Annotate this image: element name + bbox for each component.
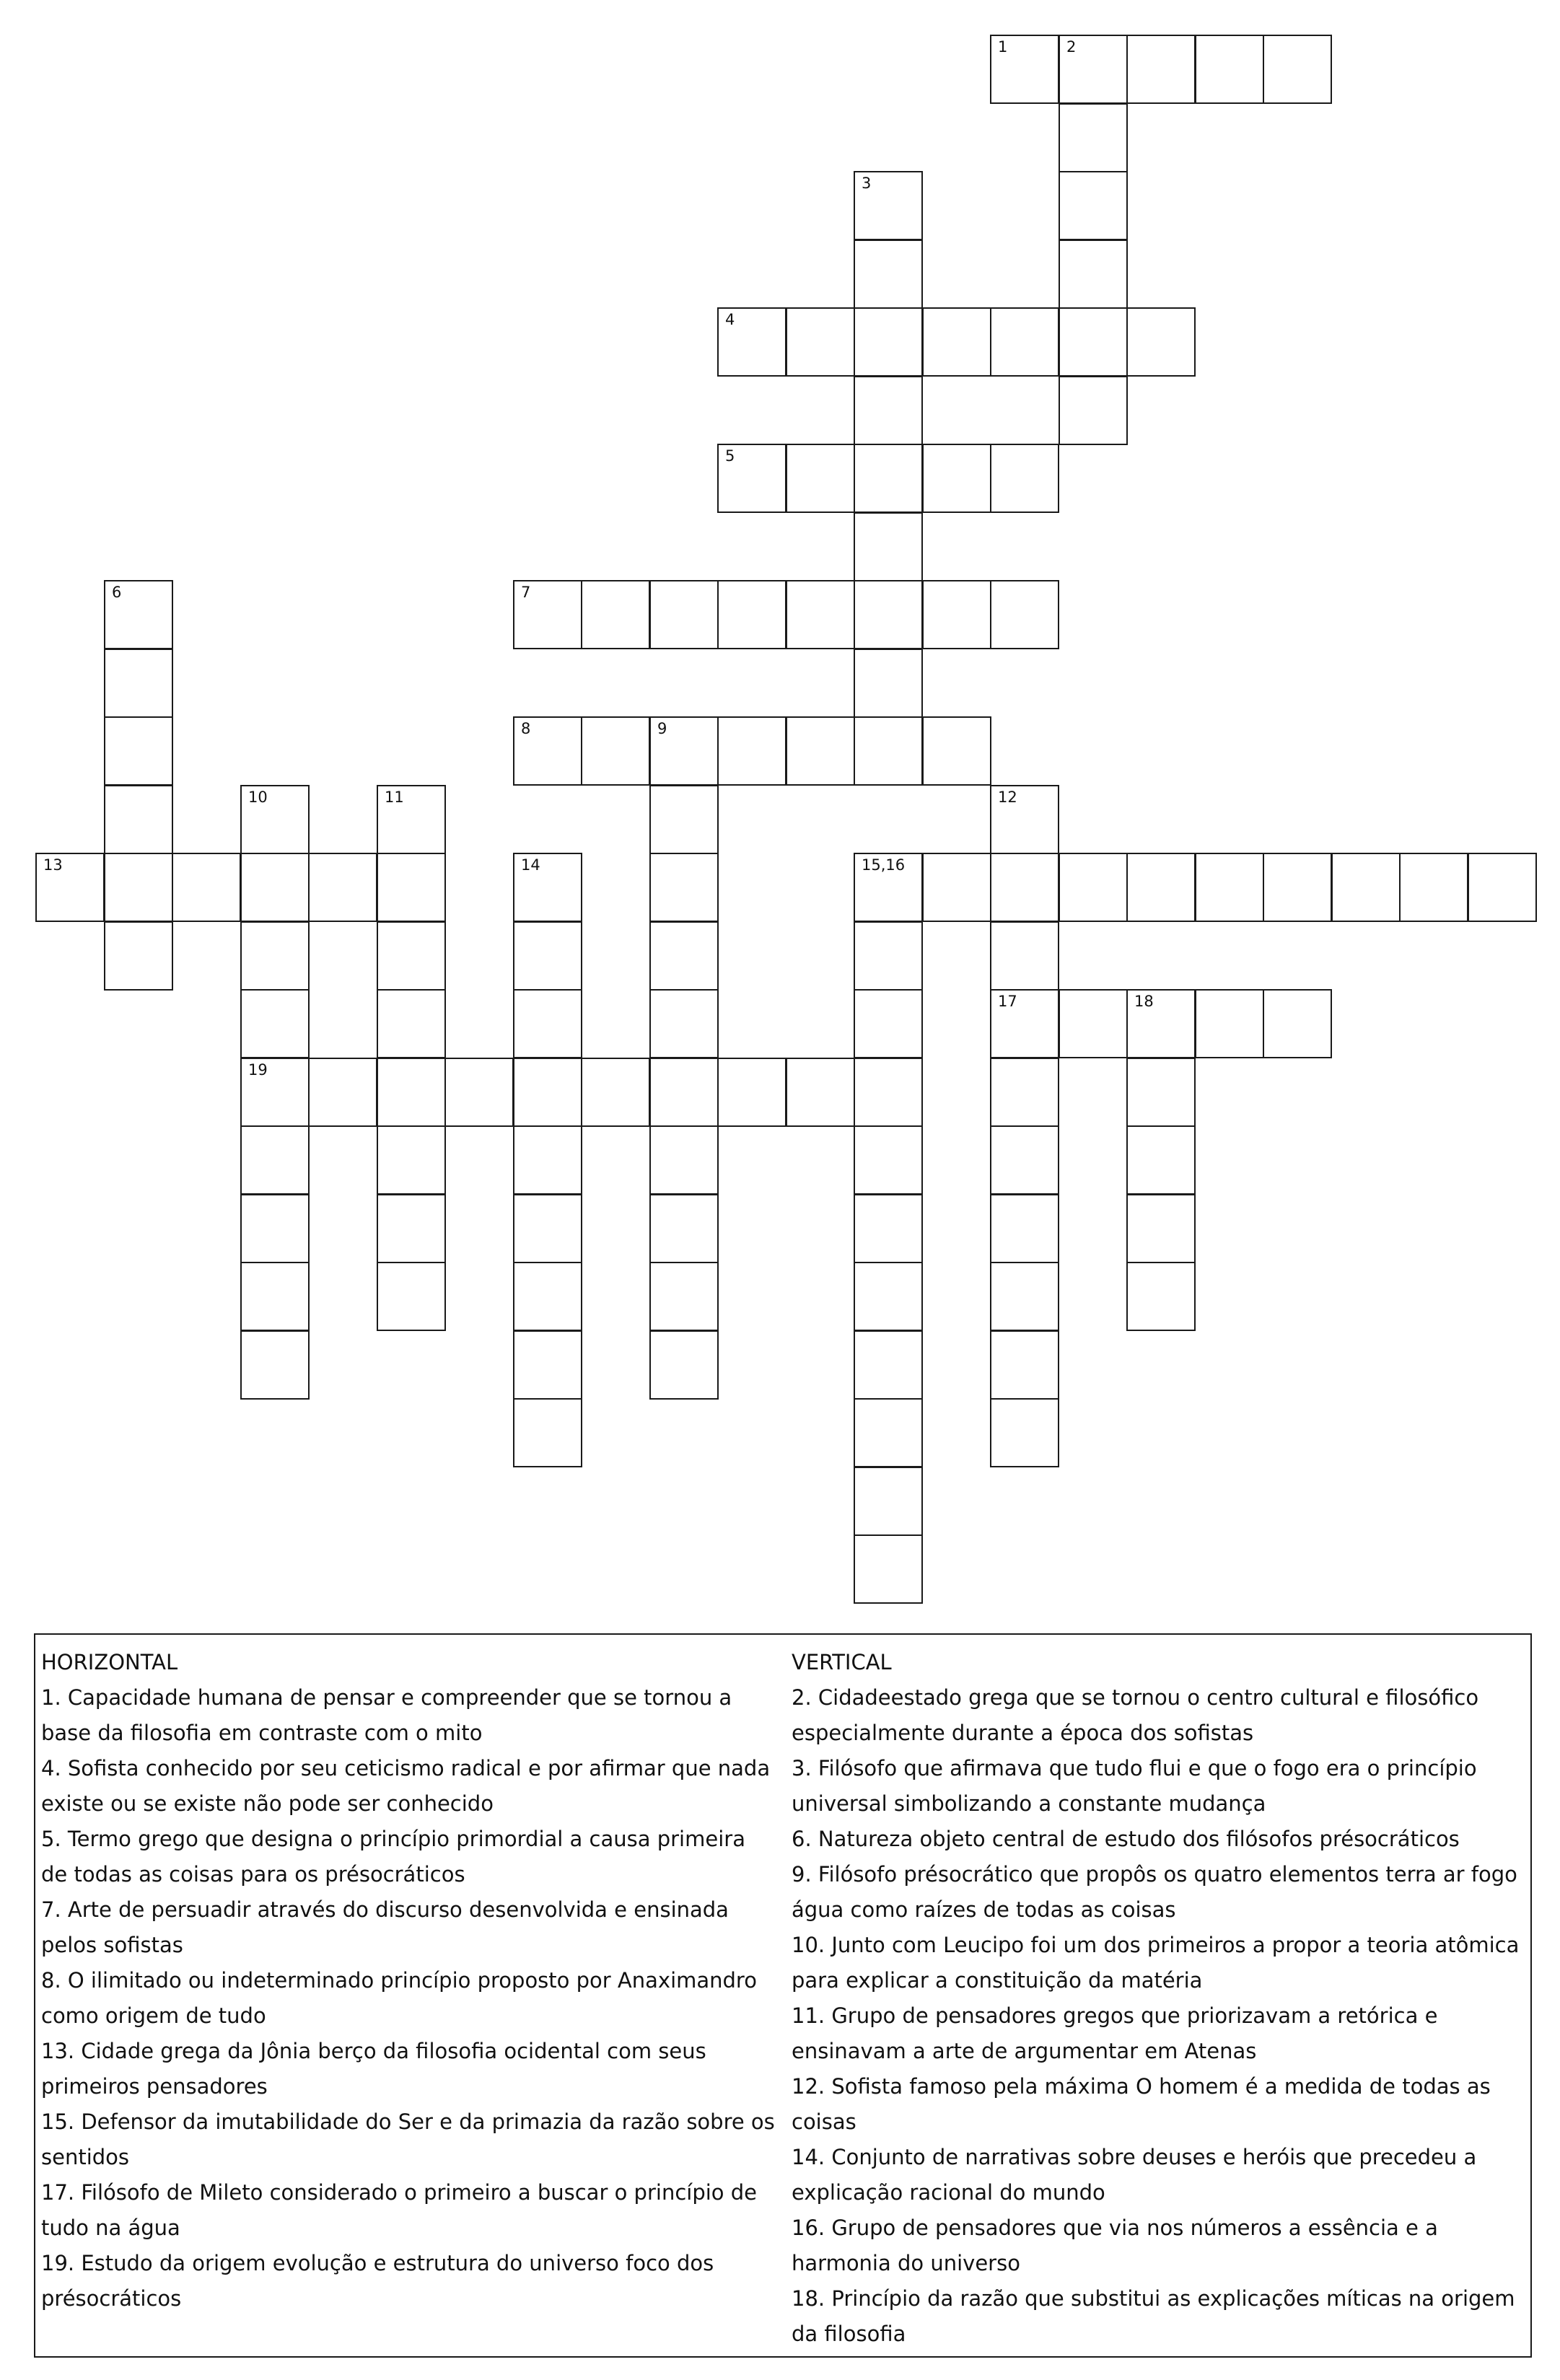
crossword-cell[interactable] bbox=[1126, 1058, 1196, 1127]
crossword-cell[interactable] bbox=[1263, 989, 1332, 1058]
crossword-cell[interactable] bbox=[377, 785, 446, 854]
crossword-cell[interactable] bbox=[240, 989, 310, 1058]
crossword-cell[interactable] bbox=[35, 853, 105, 922]
crossword-cell[interactable] bbox=[513, 1058, 582, 1127]
crossword-cell[interactable] bbox=[172, 853, 241, 922]
horizontal-clues bbox=[41, 1645, 777, 2317]
clue-number: 3 bbox=[862, 175, 872, 192]
crossword-cell[interactable] bbox=[1059, 240, 1128, 309]
vertical-clues bbox=[792, 1645, 1528, 2352]
crossword-cell[interactable] bbox=[854, 1467, 923, 1536]
crossword-cell[interactable] bbox=[513, 716, 582, 786]
clues-box bbox=[34, 1633, 1532, 2358]
crossword-cell[interactable] bbox=[990, 35, 1059, 104]
clue-horizontal-4: 4. Sofista conhecido por seu ceticismo radical e por afirmar que nada existe ou se existe não pode ser conhecido bbox=[41, 1756, 771, 1816]
crossword-cell[interactable] bbox=[854, 921, 923, 991]
crossword-cell[interactable] bbox=[1059, 103, 1128, 172]
crossword-cell[interactable] bbox=[717, 580, 786, 649]
clue-number: 1 bbox=[998, 38, 1008, 56]
crossword-cell[interactable] bbox=[1059, 171, 1128, 240]
crossword-cell[interactable] bbox=[104, 921, 173, 991]
crossword-cell[interactable] bbox=[649, 921, 719, 991]
crossword-cell[interactable] bbox=[649, 785, 719, 854]
crossword-cell[interactable] bbox=[717, 716, 786, 786]
crossword-cell[interactable] bbox=[990, 1398, 1059, 1467]
crossword-cell[interactable] bbox=[854, 512, 923, 581]
crossword-cell[interactable] bbox=[377, 1125, 446, 1195]
crossword-cell[interactable] bbox=[854, 240, 923, 309]
clue-vertical-2: 2. Cidadeestado grega que se tornou o centro cultural e filosófico especialmente durante a época dos sofistas bbox=[792, 1685, 1479, 1745]
clue-number: 19 bbox=[248, 1061, 268, 1079]
crossword-cell[interactable] bbox=[990, 444, 1059, 513]
crossword-cell[interactable] bbox=[308, 853, 377, 922]
crossword-cell[interactable] bbox=[990, 989, 1059, 1058]
crossword-cell[interactable] bbox=[649, 580, 719, 649]
crossword-cell[interactable] bbox=[513, 1398, 582, 1467]
clue-number: 13 bbox=[43, 856, 63, 874]
crossword-cell[interactable] bbox=[990, 785, 1059, 854]
clue-horizontal-1: 1. Capacidade humana de pensar e compreender que se tornou a base da filosofia em contraste com o mito bbox=[41, 1685, 732, 1745]
clue-vertical-6: 6. Natureza objeto central de estudo dos filósofos présocráticos bbox=[792, 1827, 1460, 1851]
crossword-cell[interactable] bbox=[377, 921, 446, 991]
crossword-cell[interactable] bbox=[854, 716, 923, 786]
crossword-cell[interactable] bbox=[513, 1262, 582, 1331]
crossword-cell[interactable] bbox=[308, 1058, 377, 1127]
crossword-cell[interactable] bbox=[240, 785, 310, 854]
crossword-cell[interactable] bbox=[377, 1058, 446, 1127]
crossword-cell[interactable] bbox=[854, 1262, 923, 1331]
crossword-cell[interactable] bbox=[377, 1194, 446, 1263]
crossword-cell[interactable] bbox=[649, 1330, 719, 1400]
crossword-cell[interactable] bbox=[990, 1058, 1059, 1127]
clue-horizontal-17: 17. Filósofo de Mileto considerado o primeiro a buscar o princípio de tudo na água bbox=[41, 2180, 758, 2240]
vertical-title: VERTICAL bbox=[792, 1650, 892, 1674]
crossword-cell[interactable] bbox=[990, 580, 1059, 649]
crossword-cell[interactable] bbox=[1126, 307, 1196, 377]
crossword-cell[interactable] bbox=[717, 1058, 786, 1127]
crossword-cell[interactable] bbox=[1059, 989, 1128, 1058]
crossword-cell[interactable] bbox=[1195, 989, 1264, 1058]
crossword-cell[interactable] bbox=[513, 1194, 582, 1263]
crossword-cell[interactable] bbox=[1399, 853, 1468, 922]
clue-vertical-10: 10. Junto com Leucipo foi um dos primeiros a propor a teoria atômica para explicar a constituição da matéria bbox=[792, 1933, 1520, 1993]
crossword-cell[interactable] bbox=[240, 1330, 310, 1400]
crossword-cell[interactable] bbox=[513, 580, 582, 649]
crossword-cell[interactable] bbox=[854, 376, 923, 445]
crossword-cell[interactable] bbox=[854, 853, 923, 922]
crossword-cell[interactable] bbox=[1126, 35, 1196, 104]
crossword-cell[interactable] bbox=[990, 1125, 1059, 1195]
crossword-cell[interactable] bbox=[377, 1262, 446, 1331]
crossword-cell[interactable] bbox=[240, 1125, 310, 1195]
crossword-cell[interactable] bbox=[786, 716, 855, 786]
crossword-cell[interactable] bbox=[786, 307, 855, 377]
crossword-cell[interactable] bbox=[240, 1262, 310, 1331]
clue-horizontal-13: 13. Cidade grega da Jônia berço da filosofia ocidental com seus primeiros pensadores bbox=[41, 2039, 706, 2099]
clue-vertical-9: 9. Filósofo présocrático que propôs os quatro elementos terra ar fogo água como raízes de todas as coisas bbox=[792, 1862, 1517, 1922]
crossword-cell[interactable] bbox=[104, 853, 173, 922]
crossword-cell[interactable] bbox=[854, 1330, 923, 1400]
clue-horizontal-15: 15. Defensor da imutabilidade do Ser e da primazia da razão sobre os sentidos bbox=[41, 2109, 775, 2169]
crossword-cell[interactable] bbox=[786, 580, 855, 649]
clue-number: 8 bbox=[521, 720, 531, 737]
crossword-cell[interactable] bbox=[240, 921, 310, 991]
crossword-cell[interactable] bbox=[922, 307, 991, 377]
clue-vertical-12: 12. Sofista famoso pela máxima O homem é a medida de todas as coisas bbox=[792, 2074, 1491, 2134]
clue-horizontal-5: 5. Termo grego que designa o princípio primordial a causa primeira de todas as coisas para os présocráticos bbox=[41, 1827, 745, 1887]
crossword-cell[interactable] bbox=[444, 1058, 514, 1127]
crossword-cell[interactable] bbox=[581, 1058, 650, 1127]
crossword-cell[interactable] bbox=[649, 1262, 719, 1331]
crossword-cell[interactable] bbox=[922, 444, 991, 513]
crossword-cell[interactable] bbox=[1126, 989, 1196, 1058]
crossword-cell[interactable] bbox=[104, 716, 173, 786]
crossword-cell[interactable] bbox=[1263, 853, 1332, 922]
clue-number: 4 bbox=[725, 311, 735, 328]
crossword-cell[interactable] bbox=[990, 307, 1059, 377]
crossword-cell[interactable] bbox=[854, 1534, 923, 1604]
crossword-cell[interactable] bbox=[1468, 853, 1537, 922]
crossword-cell[interactable] bbox=[649, 716, 719, 786]
crossword-cell[interactable] bbox=[1331, 853, 1401, 922]
clue-number: 17 bbox=[998, 993, 1017, 1010]
crossword-cell[interactable] bbox=[240, 853, 310, 922]
crossword-cell[interactable] bbox=[990, 1330, 1059, 1400]
crossword-cell[interactable] bbox=[854, 580, 923, 649]
crossword-cell[interactable] bbox=[854, 171, 923, 240]
crossword-cell[interactable] bbox=[513, 853, 582, 922]
crossword-cell[interactable] bbox=[377, 853, 446, 922]
crossword-cell[interactable] bbox=[513, 921, 582, 991]
crossword-cell[interactable] bbox=[1126, 1125, 1196, 1195]
crossword-cell[interactable] bbox=[922, 716, 991, 786]
clue-number: 6 bbox=[112, 584, 122, 601]
crossword-cell[interactable] bbox=[1263, 35, 1332, 104]
crossword-cell[interactable] bbox=[922, 580, 991, 649]
crossword-cell[interactable] bbox=[990, 921, 1059, 991]
crossword-cell[interactable] bbox=[786, 444, 855, 513]
crossword-cell[interactable] bbox=[1126, 1262, 1196, 1331]
crossword-cell[interactable] bbox=[104, 649, 173, 718]
crossword-cell[interactable] bbox=[649, 989, 719, 1058]
crossword-cell[interactable] bbox=[649, 853, 719, 922]
crossword-cell[interactable] bbox=[513, 1125, 582, 1195]
crossword-cell[interactable] bbox=[1059, 853, 1128, 922]
crossword-cell[interactable] bbox=[513, 989, 582, 1058]
clue-horizontal-8: 8. O ilimitado ou indeterminado princípio proposto por Anaximandro como origem de tudo bbox=[41, 1968, 757, 2028]
crossword-cell[interactable] bbox=[240, 1194, 310, 1263]
clue-vertical-16: 16. Grupo de pensadores que via nos números a essência e a harmonia do universo bbox=[792, 2216, 1438, 2275]
clue-number: 2 bbox=[1066, 38, 1077, 56]
crossword-cell[interactable] bbox=[854, 989, 923, 1058]
clue-vertical-18: 18. Princípio da razão que substitui as explicações míticas na origem da filosofia bbox=[792, 2286, 1515, 2346]
crossword-cell[interactable] bbox=[649, 1194, 719, 1263]
crossword-cell[interactable] bbox=[786, 1058, 855, 1127]
crossword-cell[interactable] bbox=[922, 853, 991, 922]
crossword-cell[interactable] bbox=[1126, 853, 1196, 922]
crossword-cell[interactable] bbox=[649, 1058, 719, 1127]
crossword-cell[interactable] bbox=[854, 1398, 923, 1467]
crossword-cell[interactable] bbox=[377, 989, 446, 1058]
clue-number: 7 bbox=[521, 584, 531, 601]
crossword-cell[interactable] bbox=[1126, 1194, 1196, 1263]
clue-number: 11 bbox=[385, 789, 404, 806]
crossword-cell[interactable] bbox=[513, 1330, 582, 1400]
clue-number: 18 bbox=[1134, 993, 1154, 1010]
crossword-cell[interactable] bbox=[1059, 376, 1128, 445]
clue-number: 10 bbox=[248, 789, 268, 806]
crossword-cell[interactable] bbox=[717, 307, 786, 377]
clue-horizontal-19: 19. Estudo da origem evolução e estrutura do universo foco dos présocráticos bbox=[41, 2251, 714, 2311]
crossword-cell[interactable] bbox=[1195, 35, 1264, 104]
crossword-cell[interactable] bbox=[854, 1058, 923, 1127]
crossword-cell[interactable] bbox=[854, 307, 923, 377]
clue-number: 12 bbox=[998, 789, 1017, 806]
crossword-cell[interactable] bbox=[1059, 307, 1128, 377]
crossword-cell[interactable] bbox=[649, 1125, 719, 1195]
horizontal-title: HORIZONTAL bbox=[41, 1650, 178, 1674]
crossword-cell[interactable] bbox=[1195, 853, 1264, 922]
crossword-cell[interactable] bbox=[581, 580, 650, 649]
crossword-cell[interactable] bbox=[581, 716, 650, 786]
clue-horizontal-7: 7. Arte de persuadir através do discurso desenvolvida e ensinada pelos sofistas bbox=[41, 1897, 729, 1957]
crossword-cell[interactable] bbox=[104, 580, 173, 649]
crossword-cell[interactable] bbox=[1059, 35, 1128, 104]
crossword-cell[interactable] bbox=[990, 1262, 1059, 1331]
crossword-cell[interactable] bbox=[240, 1058, 310, 1127]
crossword-cell[interactable] bbox=[990, 1194, 1059, 1263]
clue-vertical-11: 11. Grupo de pensadores gregos que priorizavam a retórica e ensinavam a arte de argumentar em Atenas bbox=[792, 2003, 1438, 2063]
crossword-cell[interactable] bbox=[990, 853, 1059, 922]
crossword-cell[interactable] bbox=[854, 1194, 923, 1263]
clue-vertical-3: 3. Filósofo que afirmava que tudo flui e que o fogo era o princípio universal simbolizando a constante mudança bbox=[792, 1756, 1477, 1816]
clue-number: 14 bbox=[521, 856, 540, 874]
clue-number: 5 bbox=[725, 447, 735, 465]
clue-number: 15,16 bbox=[862, 856, 906, 874]
crossword-cell[interactable] bbox=[854, 649, 923, 718]
crossword-cell[interactable] bbox=[854, 444, 923, 513]
crossword-cell[interactable] bbox=[717, 444, 786, 513]
crossword-cell[interactable] bbox=[104, 785, 173, 854]
clue-number: 9 bbox=[657, 720, 667, 737]
clue-vertical-14: 14. Conjunto de narrativas sobre deuses e heróis que precedeu a explicação racional do mundo bbox=[792, 2145, 1477, 2205]
crossword-cell[interactable] bbox=[854, 1125, 923, 1195]
